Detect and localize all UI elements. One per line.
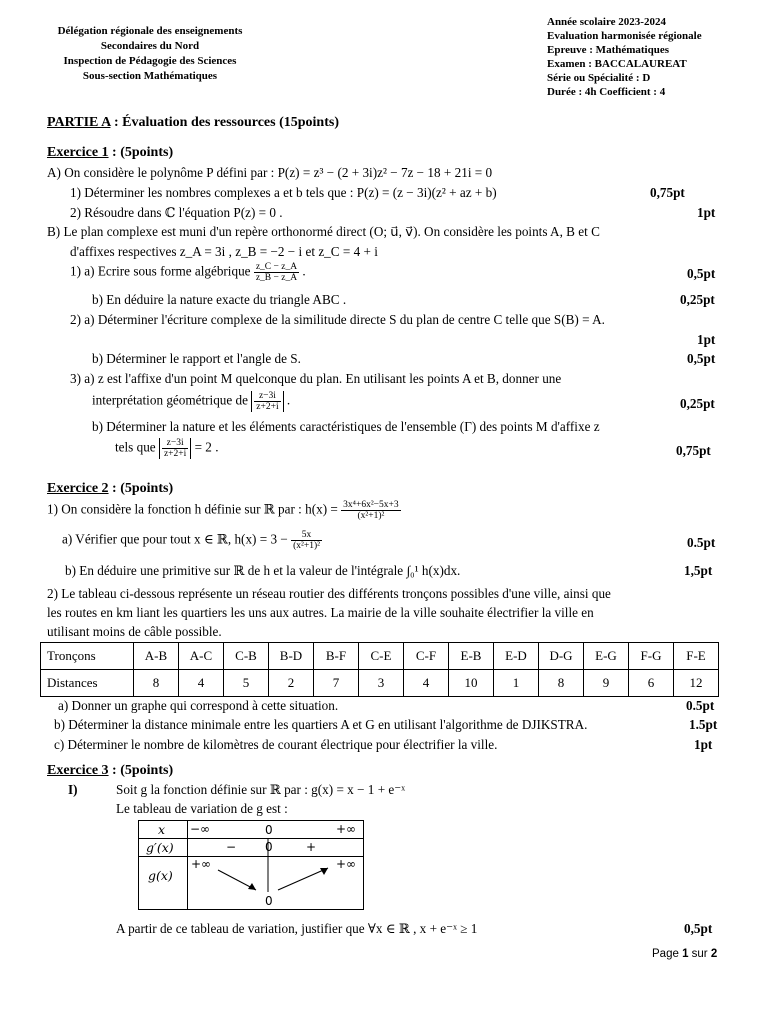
ex1-b2b-points: 0,5pt (687, 351, 716, 366)
ex1-a2: 2) Résoudre dans ℂ l'équation P(z) = 0 . (70, 205, 283, 220)
header-left (40, 24, 260, 84)
exercise-3-points: : (5points) (108, 763, 174, 778)
header-right-line: Evaluation harmonisée régionale (547, 30, 702, 42)
table-cell: B-D (269, 643, 314, 670)
table-cell: 4 (179, 670, 224, 697)
page-footer (652, 948, 717, 960)
table-cell: A-C (179, 643, 224, 670)
fraction-denominator: z_B − z_A (255, 273, 298, 283)
ex1-a2-points: 1pt (697, 205, 716, 220)
partie-a-title (47, 115, 339, 131)
footer-page: Page (652, 948, 683, 960)
fraction-numerator: 5x (291, 530, 322, 541)
header-left-line: Inspection de Pédagogie des Sciences (63, 55, 237, 67)
fraction-numerator: z−3i (162, 438, 188, 449)
ex1-part-b: B) Le plan complexe est muni d'un repère orthonormé direct (O; u⃗, v⃗). On considère les points A, B et C (47, 224, 600, 239)
table-cell: F-E (674, 643, 719, 670)
table-cell: E-D (494, 643, 539, 670)
fraction-denominator: z+2+i (163, 449, 187, 459)
ex2-q2a-points: 0.5pt (686, 698, 715, 713)
ex2-q1a (62, 530, 322, 551)
ex1-a1-points: 0,75pt (650, 185, 685, 200)
fraction-denominator: (x²+1)² (357, 511, 385, 521)
ex1-b3b: b) Déterminer la nature et les éléments caractéristiques de l'ensemble (Γ) des points M d'affixe z (92, 419, 600, 434)
distance-table (40, 642, 719, 697)
ex3-justify-points: 0,5pt (684, 921, 713, 936)
ex1-b3b-fraction (162, 438, 188, 459)
ex2-q1a-fraction (291, 530, 322, 551)
ex1-b3b-line2 (115, 438, 219, 459)
table-cell: 9 (584, 670, 629, 697)
table-cell: C-F (404, 643, 449, 670)
ex2-q2c: c) Déterminer le nombre de kilomètres de courant électrique pour électrifier la ville. (54, 737, 498, 752)
table-cell: 8 (134, 670, 179, 697)
fraction-denominator: (x²+1)² (293, 541, 320, 551)
tv-g-label: g(x) (148, 868, 173, 883)
ex1-b1a: 1) a) Ecrire sous forme algébrique $\frac{z\_C - z\_A}{z\_B - z\_A}$ . (70, 262, 306, 283)
tv-x-label: x (158, 822, 166, 837)
table-cell: 5 (224, 670, 269, 697)
ex1-b3b-modulus (159, 438, 191, 459)
ex2-q2-line1: 2) Le tableau ci-dessous représente un réseau routier des différents tronçons possibles d'une ville, ainsi que (47, 586, 611, 601)
ex3-part-i: Soit g la fonction définie sur ℝ par : g(x) = x − 1 + e⁻ˣ (116, 782, 406, 797)
footer-sur: sur (688, 948, 711, 960)
exercise-3-label: Exercice 3 (47, 763, 109, 778)
exercise-2-title (47, 481, 173, 497)
header-right-line: Série ou Spécialité : D (547, 72, 651, 84)
table-cell: 2 (269, 670, 314, 697)
header-left-line: Délégation régionale des enseignements (57, 25, 243, 37)
header-right-line: Examen : BACCALAUREAT (547, 58, 687, 70)
exercise-2-label: Exercice 2 (47, 481, 109, 496)
ex1-b1a-points: 0,5pt (687, 266, 716, 281)
ex2-q1b-points: 1,5pt (684, 563, 713, 578)
ex2-q2-line2: les routes en km liant les quartiers les uns aux autres. La mairie de la ville souhaite électrifier la ville en (47, 605, 594, 620)
ex2-q1-text: 1) On considère la fonction h définie sur ℝ par : h(x) = (47, 501, 338, 517)
ex1-b3a-text: interprétation géométrique de (92, 392, 248, 408)
ex1-b-intro: d'affixes respectives z_A = 3i , z_B = −2 − i et z_C = 4 + i (70, 244, 378, 259)
ex2-q1a-text: a) Vérifier que pour tout x ∈ ℝ, h(x) = 3 − (62, 531, 288, 547)
ex1-b1a-fraction (254, 262, 299, 283)
ex2-q2a: a) Donner un graphe qui correspond à cette situation. (58, 698, 339, 713)
table-cell: 8 (539, 670, 584, 697)
tv-plus-sign: + (306, 840, 317, 854)
ex1-b3a-fraction (254, 391, 280, 412)
table-cell: 3 (359, 670, 404, 697)
exercise-2-points: : (5points) (108, 481, 174, 496)
ex2-q2b-points: 1.5pt (689, 717, 718, 732)
tv-plus-infinity: +∞ (336, 822, 357, 836)
ex2-q1a-points: 0.5pt (687, 535, 716, 550)
ex2-q2b: b) Déterminer la distance minimale entre les quartiers A et G en utilisant l'algorithme de DJIKSTRA. (54, 717, 588, 732)
table-cell: D-G (539, 643, 584, 670)
table-row (41, 670, 719, 697)
exercise-1-title (47, 145, 173, 161)
ex3-justify: A partir de ce tableau de variation, justifier que ∀x ∈ ℝ , x + e⁻ˣ ≥ 1 (116, 921, 478, 936)
ex1-b3b-text: tels que (115, 439, 156, 455)
ex1-b1b: b) En déduire la nature exacte du triangle ABC . (92, 292, 347, 307)
table-row (41, 643, 719, 670)
table-header-cell: Tronçons (41, 643, 134, 670)
header-right-line: Année scolaire 2023-2024 (547, 16, 666, 28)
fraction-numerator: 3x⁴+6x²−5x+3 (343, 500, 399, 510)
tv-gprime-zero: 0 (265, 840, 273, 854)
ex1-a1: 1) Déterminer les nombres complexes a et b tels que : P(z) = (z − 3i)(z² + az + b) (70, 185, 497, 200)
table-header-cell: Distances (41, 670, 134, 697)
table-cell: 10 (449, 670, 494, 697)
header-left-line: Secondaires du Nord (100, 40, 200, 52)
tv-minus-sign: − (226, 840, 237, 854)
table-cell: C-B (224, 643, 269, 670)
table-cell: 12 (674, 670, 719, 697)
fraction-numerator: z−3i (254, 391, 280, 402)
ex2-q2c-points: 1pt (694, 737, 713, 752)
ex2-q1-fraction (341, 500, 400, 521)
tv-g-minimum: 0 (265, 894, 273, 908)
fraction-numerator: z_C − z_A (255, 262, 298, 272)
ex1-b3a-line2: interprétation géométrique de $\frac{z-3i}{z+2+i}$ . (92, 391, 291, 412)
ex1-b2a-points: 1pt (697, 332, 716, 347)
ex1-b1b-points: 0,25pt (680, 292, 715, 307)
footer-page-total: 2 (710, 948, 718, 960)
header-right (547, 15, 702, 99)
header-right-line: Epreuve : Mathématiques (547, 44, 670, 56)
table-cell: F-G (629, 643, 674, 670)
table-cell: 6 (629, 670, 674, 697)
partie-a-rest: : Évaluation des ressources (15points) (110, 115, 339, 130)
ex1-b3a-points: 0,25pt (680, 396, 715, 411)
increasing-arrow-icon (278, 868, 328, 890)
tv-minus-infinity: −∞ (190, 822, 211, 836)
ex2-q1b: b) En déduire une primitive sur ℝ de h et la valeur de l'intégrale ∫₀¹ h(x)dx. (65, 563, 461, 578)
ex1-b3a: 3) a) z est l'affixe d'un point M quelconque du plan. En utilisant les points A et B, donner une (70, 371, 562, 386)
ex1-b2a: 2) a) Déterminer l'écriture complexe de la similitude directe S du plan de centre C telle que S(B) = A. (70, 312, 605, 327)
ex2-q1 (47, 500, 401, 521)
table-cell: A-B (134, 643, 179, 670)
fraction-denominator: z+2+i (256, 402, 279, 412)
ex3-part-i-label: I) (68, 782, 78, 797)
ex1-b2b: b) Déterminer le rapport et l'angle de S. (92, 351, 301, 366)
ex1-b3a-modulus (251, 391, 283, 412)
table-cell: B-F (314, 643, 359, 670)
tv-arrows (138, 820, 364, 910)
ex1-b3b-equals: = 2 . (194, 439, 219, 455)
exercise-1-points: : (5points) (108, 145, 174, 160)
table-cell: 4 (404, 670, 449, 697)
variation-table (138, 820, 364, 910)
tv-g-left-limit: +∞ (191, 857, 212, 871)
tv-gprime-label: g′(x) (146, 840, 174, 855)
header-right-line: Durée : 4h Coefficient : 4 (547, 86, 666, 98)
footer-page-number: 1 (682, 948, 689, 960)
ex1-b3b-points: 0,75pt (676, 443, 711, 458)
ex3-tv-intro: Le tableau de variation de g est : (116, 801, 288, 816)
tv-zero: 0 (265, 823, 273, 837)
table-cell: 1 (494, 670, 539, 697)
table-cell: E-B (449, 643, 494, 670)
table-cell: C-E (359, 643, 404, 670)
ex2-q2-line3: utilisant moins de câble possible. (47, 624, 222, 639)
partie-a-label: PARTIE A (47, 115, 111, 130)
exercise-1-label: Exercice 1 (47, 145, 109, 160)
table-cell: 7 (314, 670, 359, 697)
tv-g-right-limit: +∞ (336, 857, 357, 871)
header-left-line: Sous-section Mathématiques (82, 70, 218, 82)
table-cell: E-G (584, 643, 629, 670)
ex1-b1a-text: 1) a) Ecrire sous forme algébrique (70, 263, 251, 279)
exercise-3-title (47, 763, 173, 779)
ex1-part-a: A) On considère le polynôme P défini par : P(z) = z³ − (2 + 3i)z² − 7z − 18 + 21i = 0 (47, 165, 493, 180)
